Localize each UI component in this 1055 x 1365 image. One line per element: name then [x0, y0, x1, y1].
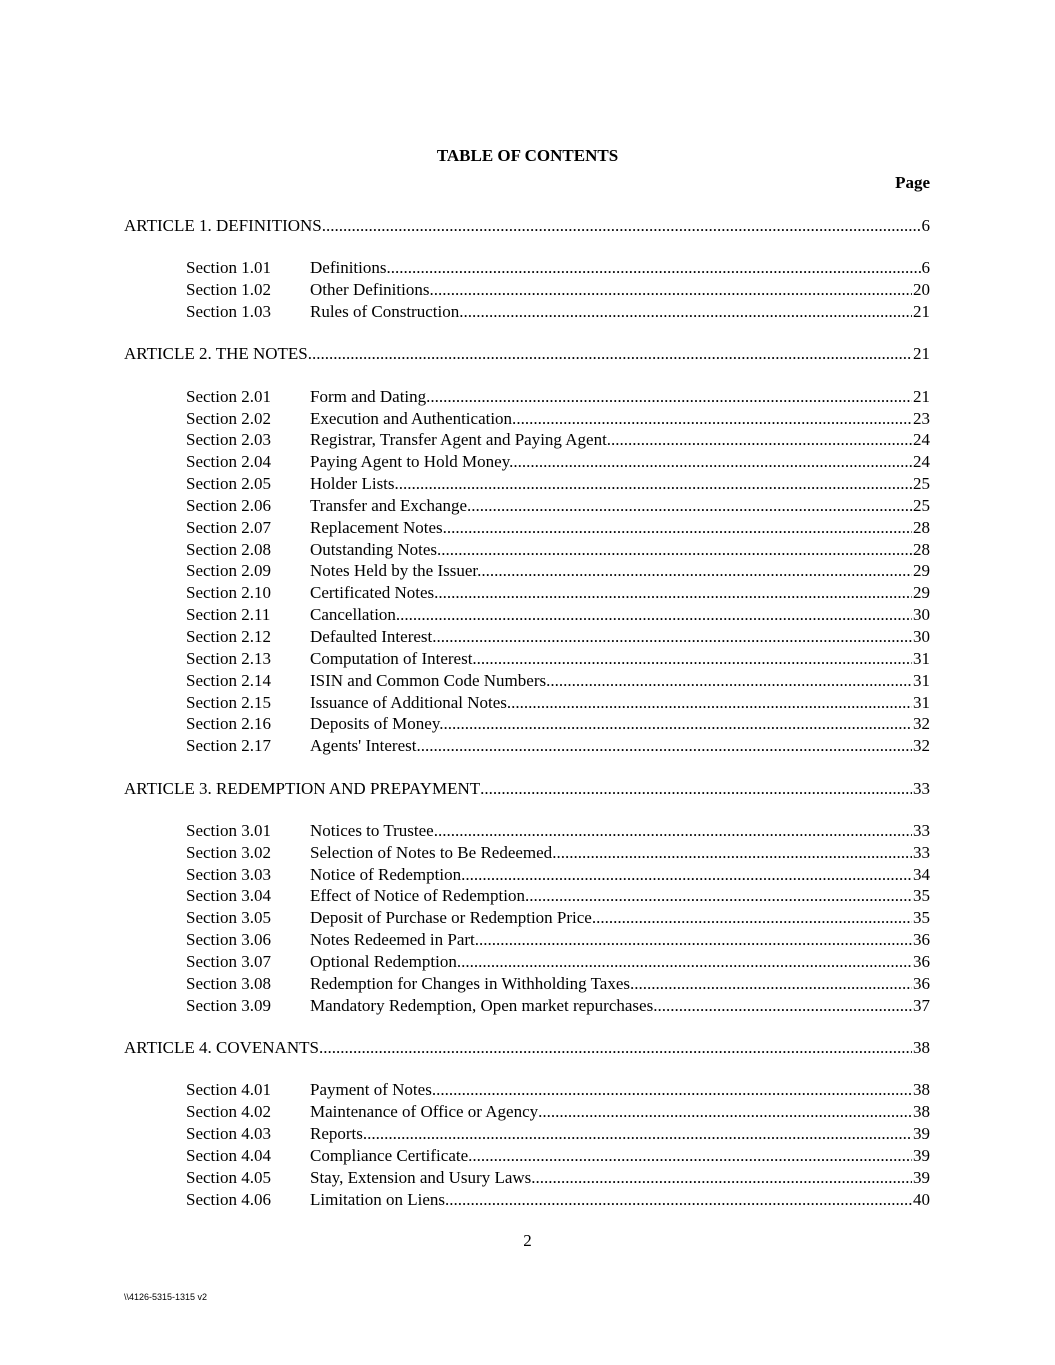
toc-section-entry[interactable] [124, 885, 930, 907]
section-page-number: 21 [913, 386, 930, 406]
dot-leader [529, 885, 912, 907]
section-title: Holder Lists. [310, 474, 399, 494]
toc-section-entry[interactable] [124, 713, 930, 735]
toc-section-entry[interactable] [124, 692, 930, 714]
section-title: Execution and Authentication. [310, 408, 517, 428]
section-title: Rules of Construction. [310, 302, 464, 322]
dot-leader [596, 907, 912, 929]
section-title: Form and Dating. [310, 386, 431, 406]
section-number: Section 4.03 [186, 1124, 271, 1144]
section-page-number: 29 [913, 561, 930, 581]
section-number: Section 2.02 [186, 408, 271, 428]
section-title: Other Definitions. [310, 280, 434, 300]
section-page-number: 29 [913, 583, 930, 603]
article-title: ARTICLE 4. COVENANTS [124, 1038, 319, 1057]
section-title: Deposits of Money. [310, 714, 444, 734]
dot-leader [367, 1123, 912, 1145]
section-title: Optional Redemption. [310, 951, 462, 971]
dot-leader [513, 451, 912, 473]
dot-leader [657, 995, 912, 1017]
section-number: Section 3.07 [186, 951, 271, 971]
dot-leader [611, 429, 912, 451]
toc-section-entry[interactable] [124, 582, 930, 604]
dot-leader [436, 1079, 912, 1101]
dot-leader [477, 648, 912, 670]
article-page-number: 33 [913, 778, 930, 798]
toc-section-entry[interactable] [124, 973, 930, 995]
toc-article-entry[interactable] [124, 215, 930, 237]
section-title: Limitation on Liens. [310, 1189, 450, 1209]
article-title: ARTICLE 2. THE NOTES [124, 344, 308, 364]
dot-leader [421, 735, 912, 757]
dot-leader [437, 626, 913, 648]
section-number: Section 4.02 [186, 1102, 271, 1122]
toc-list [124, 215, 930, 1231]
section-number: Section 1.01 [186, 258, 271, 278]
toc-section-entry[interactable] [124, 1123, 930, 1145]
section-number: Section 2.06 [186, 495, 271, 515]
toc-section-entry[interactable] [124, 451, 930, 473]
section-number: Section 2.01 [186, 386, 271, 406]
toc-section-entry[interactable] [124, 626, 930, 648]
section-title: Redemption for Changes in Withholding Taxes. [310, 973, 635, 993]
dot-leader [447, 517, 912, 539]
section-number: Section 3.04 [186, 886, 271, 906]
section-title: Issuance of Additional Notes. [310, 692, 512, 712]
section-title: Defaulted Interest. [310, 627, 437, 646]
toc-section-entry[interactable] [124, 1101, 930, 1123]
toc-section-entry[interactable] [124, 1145, 930, 1167]
toc-section-entry[interactable] [124, 473, 930, 495]
section-number: Section 3.08 [186, 973, 271, 993]
section-page-number: 37 [913, 995, 930, 1015]
dot-leader [479, 929, 912, 951]
section-title: Cancellation. [310, 605, 401, 625]
section-title: Notice of Redemption. [310, 864, 466, 884]
section-number: Section 2.04 [186, 452, 271, 472]
article-title: ARTICLE 3. REDEMPTION AND PREPAYMENT [124, 778, 481, 798]
section-page-number: 34 [913, 864, 930, 884]
section-number: Section 2.10 [186, 583, 271, 603]
section-page-number: 6 [921, 258, 930, 278]
section-page-number: 23 [913, 408, 930, 428]
section-page-number: 39 [913, 1124, 930, 1144]
section-page-number: 40 [913, 1189, 930, 1209]
section-number: Section 2.09 [186, 561, 271, 581]
section-number: Section 2.12 [186, 627, 271, 646]
dot-leader [322, 215, 921, 237]
section-title: Paying Agent to Hold Money. [310, 452, 514, 472]
section-page-number: 25 [913, 495, 930, 515]
section-title: Agents' Interest. [310, 736, 421, 756]
toc-title: TABLE OF CONTENTS [436, 146, 619, 165]
section-number: Section 4.06 [186, 1189, 271, 1209]
dot-leader [538, 1101, 912, 1123]
toc-article-entry[interactable] [124, 1037, 930, 1059]
toc-section-entry[interactable] [124, 386, 930, 408]
section-page-number: 33 [913, 820, 930, 840]
toc-section-entry[interactable] [124, 429, 930, 451]
section-page-number: 28 [913, 539, 930, 559]
section-page-number: 32 [913, 714, 930, 734]
section-number: Section 2.16 [186, 714, 271, 734]
dot-leader [449, 1189, 912, 1211]
toc-section-entry[interactable] [124, 670, 930, 692]
section-title: Notes Held by the Issuer. [310, 561, 482, 581]
section-number: Section 3.05 [186, 908, 271, 928]
toc-section-entry[interactable] [124, 1167, 930, 1189]
toc-section-entry[interactable] [124, 864, 930, 886]
article-title: ARTICLE 1. DEFINITIONS [124, 216, 322, 235]
section-number: Section 1.02 [186, 280, 271, 300]
dot-leader [471, 495, 912, 517]
dot-leader [434, 279, 912, 301]
section-page-number: 32 [913, 736, 930, 756]
section-number: Section 2.13 [186, 648, 271, 668]
section-title: Computation of Interest. [310, 648, 477, 668]
section-title: Selection of Notes to Be Redeemed [310, 842, 553, 862]
dot-leader [536, 1167, 912, 1189]
toc-section-entry[interactable] [124, 820, 930, 842]
dot-leader [399, 473, 912, 495]
document-id: \\4126-5315-1315 v2 [124, 1292, 208, 1302]
dot-leader [438, 820, 912, 842]
dot-leader [516, 408, 912, 430]
toc-section-entry[interactable] [124, 951, 930, 973]
dot-leader [430, 386, 912, 408]
section-number: Section 2.08 [186, 539, 271, 559]
section-title: Outstanding Notes. [310, 539, 442, 559]
section-title: Maintenance of Office or Agency [310, 1102, 539, 1122]
section-number: Section 3.03 [186, 864, 271, 884]
section-page-number: 30 [913, 605, 930, 625]
section-page-number: 25 [913, 474, 930, 494]
section-title: Notes Redeemed in Part. [310, 930, 480, 950]
toc-section-entry[interactable] [124, 648, 930, 670]
dot-leader [472, 1145, 912, 1167]
section-number: Section 2.17 [186, 736, 271, 756]
section-page-number: 35 [913, 908, 930, 928]
section-number: Section 2.07 [186, 517, 271, 537]
section-page-number: 20 [913, 280, 930, 300]
section-title: Replacement Notes. [310, 517, 447, 537]
toc-section-entry[interactable] [124, 604, 930, 626]
toc-section-entry[interactable] [124, 735, 930, 757]
toc-section-entry[interactable] [124, 257, 930, 279]
toc-section-entry[interactable] [124, 279, 930, 301]
section-title: ISIN and Common Code Numbers. [310, 670, 551, 690]
section-number: Section 4.04 [186, 1145, 271, 1165]
section-number: Section 3.09 [186, 995, 271, 1015]
toc-section-entry[interactable] [124, 539, 930, 561]
dot-leader [308, 343, 912, 365]
toc-section-entry[interactable] [124, 1079, 930, 1101]
toc-article-entry[interactable] [124, 778, 930, 800]
section-page-number: 38 [913, 1102, 930, 1122]
section-page-number: 39 [913, 1145, 930, 1165]
section-title: Reports. [310, 1124, 368, 1144]
section-page-number: 36 [913, 973, 930, 993]
dot-leader [438, 582, 912, 604]
page-column-header: Page [895, 173, 930, 192]
section-page-number: 36 [913, 930, 930, 950]
dot-leader [550, 670, 912, 692]
dot-leader [391, 257, 921, 279]
section-title: Payment of Notes. [310, 1080, 437, 1100]
dot-leader [443, 713, 912, 735]
toc-section-entry[interactable] [124, 929, 930, 951]
toc-section-entry[interactable] [124, 517, 930, 539]
section-number: Section 2.11 [186, 605, 271, 625]
section-title: Mandatory Redemption, Open market repurchases. [310, 995, 658, 1015]
dot-leader [465, 864, 912, 886]
section-title: Compliance Certificate. [310, 1145, 473, 1165]
page-number: 2 [523, 1231, 532, 1250]
toc-section-entry[interactable] [124, 842, 930, 864]
toc-section-entry[interactable] [124, 995, 930, 1017]
section-title: Effect of Notice of Redemption. [310, 886, 530, 906]
section-number: Section 2.14 [186, 670, 271, 690]
dot-leader [634, 973, 912, 995]
article-page-number: 38 [913, 1038, 930, 1057]
section-title: Stay, Extension and Usury Laws. [310, 1167, 536, 1187]
article-page-number: 21 [913, 344, 930, 364]
section-number: Section 2.05 [186, 474, 271, 494]
dot-leader [400, 604, 912, 626]
section-title: Certificated Notes. [310, 583, 439, 603]
section-page-number: 38 [913, 1080, 930, 1100]
section-number: Section 4.05 [186, 1167, 271, 1187]
section-page-number: 28 [913, 517, 930, 537]
section-page-number: 31 [913, 648, 930, 668]
section-page-number: 33 [913, 842, 930, 862]
section-number: Section 3.02 [186, 842, 271, 862]
dot-leader [481, 560, 912, 582]
section-number: Section 3.01 [186, 820, 271, 840]
dot-leader [441, 539, 912, 561]
section-number: Section 1.03 [186, 302, 271, 322]
article-page-number: 6 [921, 216, 930, 235]
toc-section-entry[interactable] [124, 1189, 930, 1211]
section-page-number: 31 [913, 692, 930, 712]
toc-article-entry[interactable] [124, 343, 930, 365]
toc-section-entry[interactable] [124, 408, 930, 430]
dot-leader [319, 1037, 912, 1059]
section-page-number: 30 [913, 627, 930, 646]
section-page-number: 39 [913, 1167, 930, 1187]
section-title: Deposit of Purchase or Redemption Price. [310, 908, 597, 928]
dot-leader [461, 951, 912, 973]
dot-leader [552, 842, 912, 864]
section-page-number: 36 [913, 951, 930, 971]
section-title: Transfer and Exchange. [310, 495, 472, 515]
section-number: Section 2.15 [186, 692, 271, 712]
toc-section-entry[interactable] [124, 301, 930, 323]
section-page-number: 31 [913, 670, 930, 690]
dot-leader [511, 692, 912, 714]
toc-section-entry[interactable] [124, 907, 930, 929]
section-number: Section 4.01 [186, 1080, 271, 1100]
section-page-number: 24 [913, 430, 930, 450]
section-title: Notices to Trustee. [310, 820, 438, 840]
section-title: Definitions. [310, 258, 391, 278]
section-title: Registrar, Transfer Agent and Paying Agent. [310, 430, 612, 450]
section-number: Section 3.06 [186, 930, 271, 950]
toc-section-entry[interactable] [124, 560, 930, 582]
dot-leader [463, 301, 912, 323]
toc-section-entry[interactable] [124, 495, 930, 517]
section-page-number: 35 [913, 886, 930, 906]
section-page-number: 21 [913, 302, 930, 322]
dot-leader [480, 778, 912, 800]
section-number: Section 2.03 [186, 430, 271, 450]
section-page-number: 24 [913, 452, 930, 472]
